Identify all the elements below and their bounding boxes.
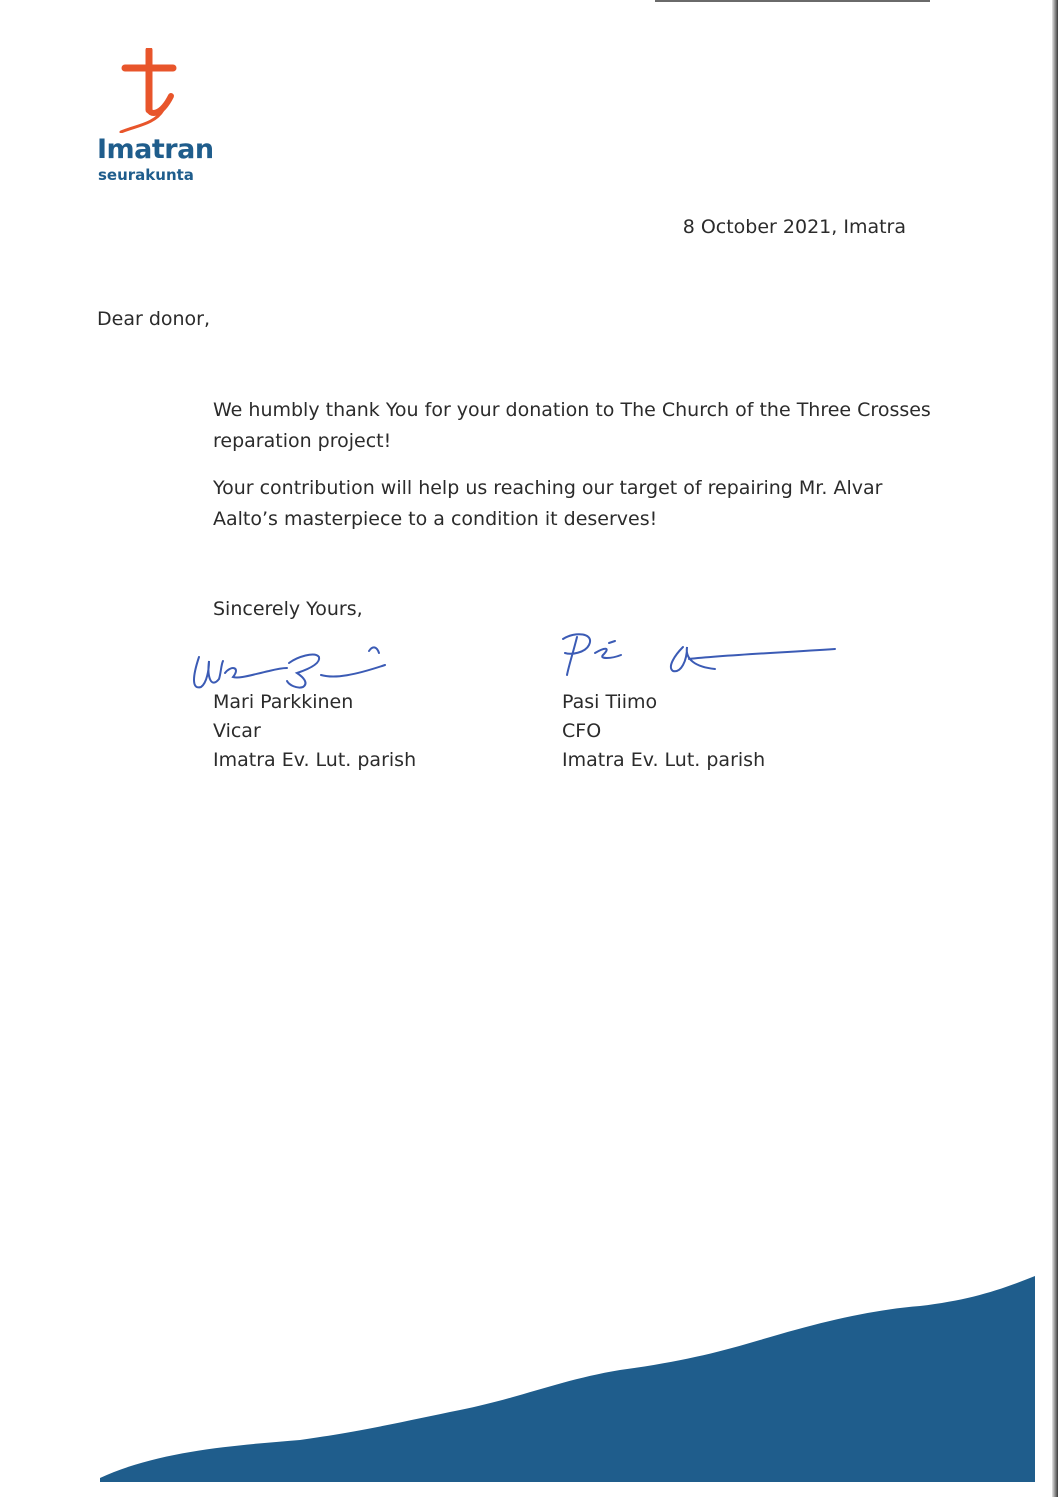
signer-organization: Imatra Ev. Lut. parish [213, 749, 417, 771]
cross-anchor-icon [105, 48, 185, 133]
salutation: Dear donor, [97, 308, 211, 330]
signer-organization: Imatra Ev. Lut. parish [562, 749, 766, 771]
signature-pasi-tiimo [555, 625, 840, 685]
body-paragraph-1: We humbly thank You for your donation to The Church of the Three Crosses reparation project! [213, 399, 931, 452]
closing: Sincerely Yours, [213, 598, 363, 620]
scan-edge-top [655, 0, 930, 2]
signer-name: Mari Parkkinen [213, 691, 354, 713]
signer-block-1 [213, 688, 416, 775]
signer-block-2 [562, 688, 765, 775]
logo-text-seurakunta: seurakunta [98, 166, 194, 184]
signer-name: Pasi Tiimo [562, 691, 658, 713]
organization-logo [95, 48, 214, 188]
logo-text-imatran: Imatran [97, 134, 214, 165]
signature-mari-parkkinen [185, 635, 395, 695]
letter-date: 8 October 2021, Imatra [682, 216, 906, 238]
signer-title: Vicar [213, 720, 261, 742]
body-paragraph-2: Your contribution will help us reaching our target of repairing Mr. Alvar Aalto’s masterpiece to a condition it deserves! [213, 477, 883, 530]
signer-title: CFO [562, 720, 602, 742]
decorative-wave-footer [0, 1270, 1058, 1497]
